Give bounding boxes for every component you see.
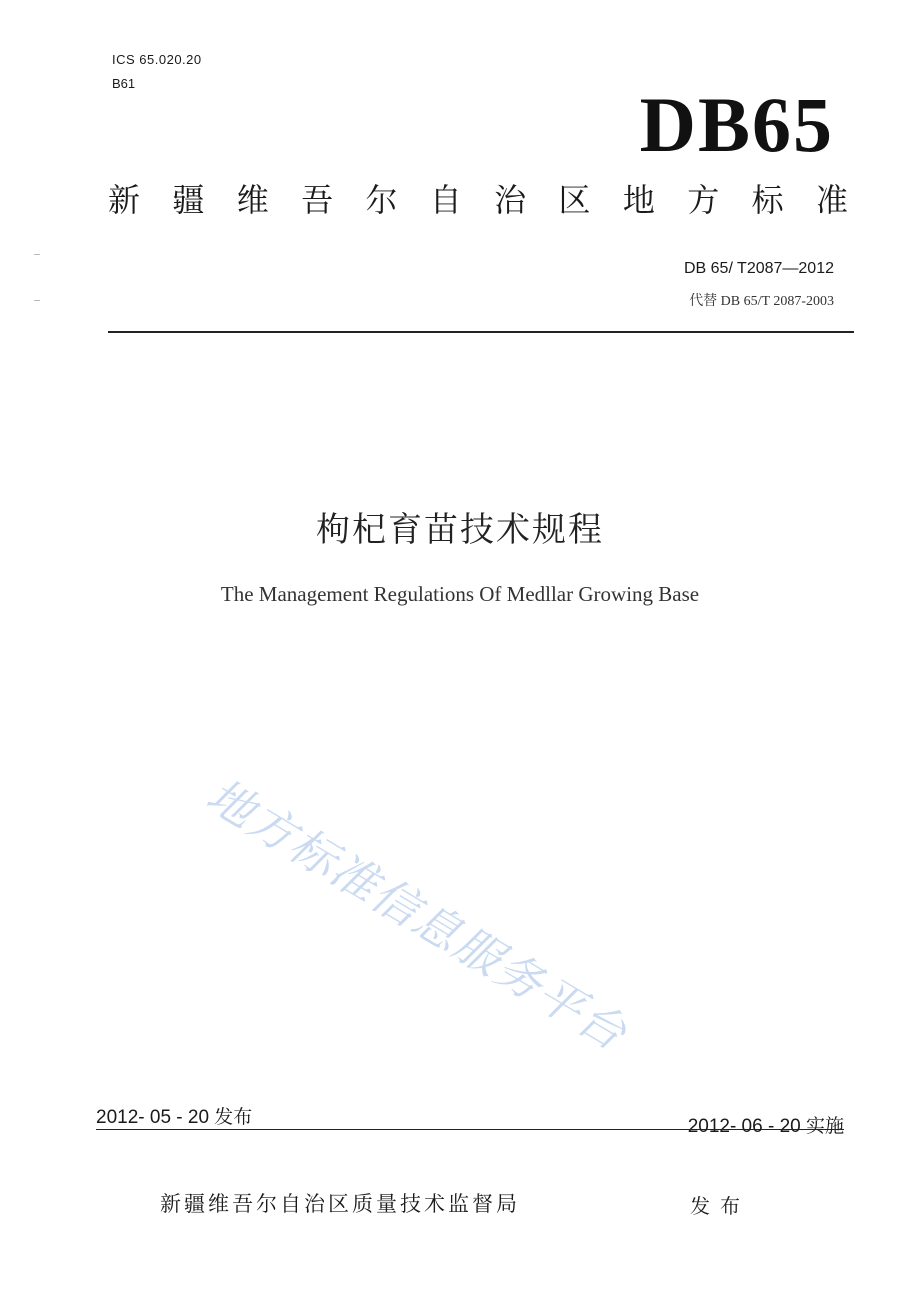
standard-type-heading <box>108 181 848 219</box>
standard-number: DB 65/ T2087—2012 <box>683 260 834 277</box>
standard-type-char: 地 <box>622 181 655 219</box>
issuing-authority: 新疆维吾尔自治区质量技术监督局 <box>160 1192 520 1216</box>
watermark: 地方标准信息服务平台 <box>197 767 637 1062</box>
implementation-date: 2012- 06 - 20 实施 <box>687 1116 844 1137</box>
standard-type-char: 准 <box>815 181 848 219</box>
standard-type-char: 区 <box>558 181 591 219</box>
issue-label: 发布 <box>690 1194 750 1218</box>
document-title-chinese: 枸杞育苗技术规程 <box>316 510 604 550</box>
document-title-english: The Management Regulations Of Medllar Growing Base <box>220 582 700 606</box>
standard-mark: DB65 <box>639 81 834 168</box>
standard-type-char: 疆 <box>172 181 205 219</box>
standard-type-char: 标 <box>751 181 784 219</box>
scan-speck <box>34 300 40 301</box>
standard-type-char: 自 <box>429 181 462 219</box>
date-divider <box>96 1129 844 1130</box>
header-divider <box>108 331 854 333</box>
issue-date: 2012- 05 - 20 发布 <box>96 1107 253 1128</box>
standard-type-char: 维 <box>236 181 269 219</box>
classification-code: B61 <box>112 76 136 91</box>
standard-type-char: 尔 <box>365 181 398 219</box>
standard-type-char: 方 <box>687 181 720 219</box>
scan-speck <box>34 254 40 255</box>
replaces-note: 代替 DB 65/T 2087-2003 <box>689 294 834 309</box>
standard-type-char: 吾 <box>301 181 334 219</box>
standard-type-char: 治 <box>494 181 527 219</box>
standard-type-char: 新 <box>108 181 141 219</box>
ics-code: ICS 65.020.20 <box>112 52 202 67</box>
